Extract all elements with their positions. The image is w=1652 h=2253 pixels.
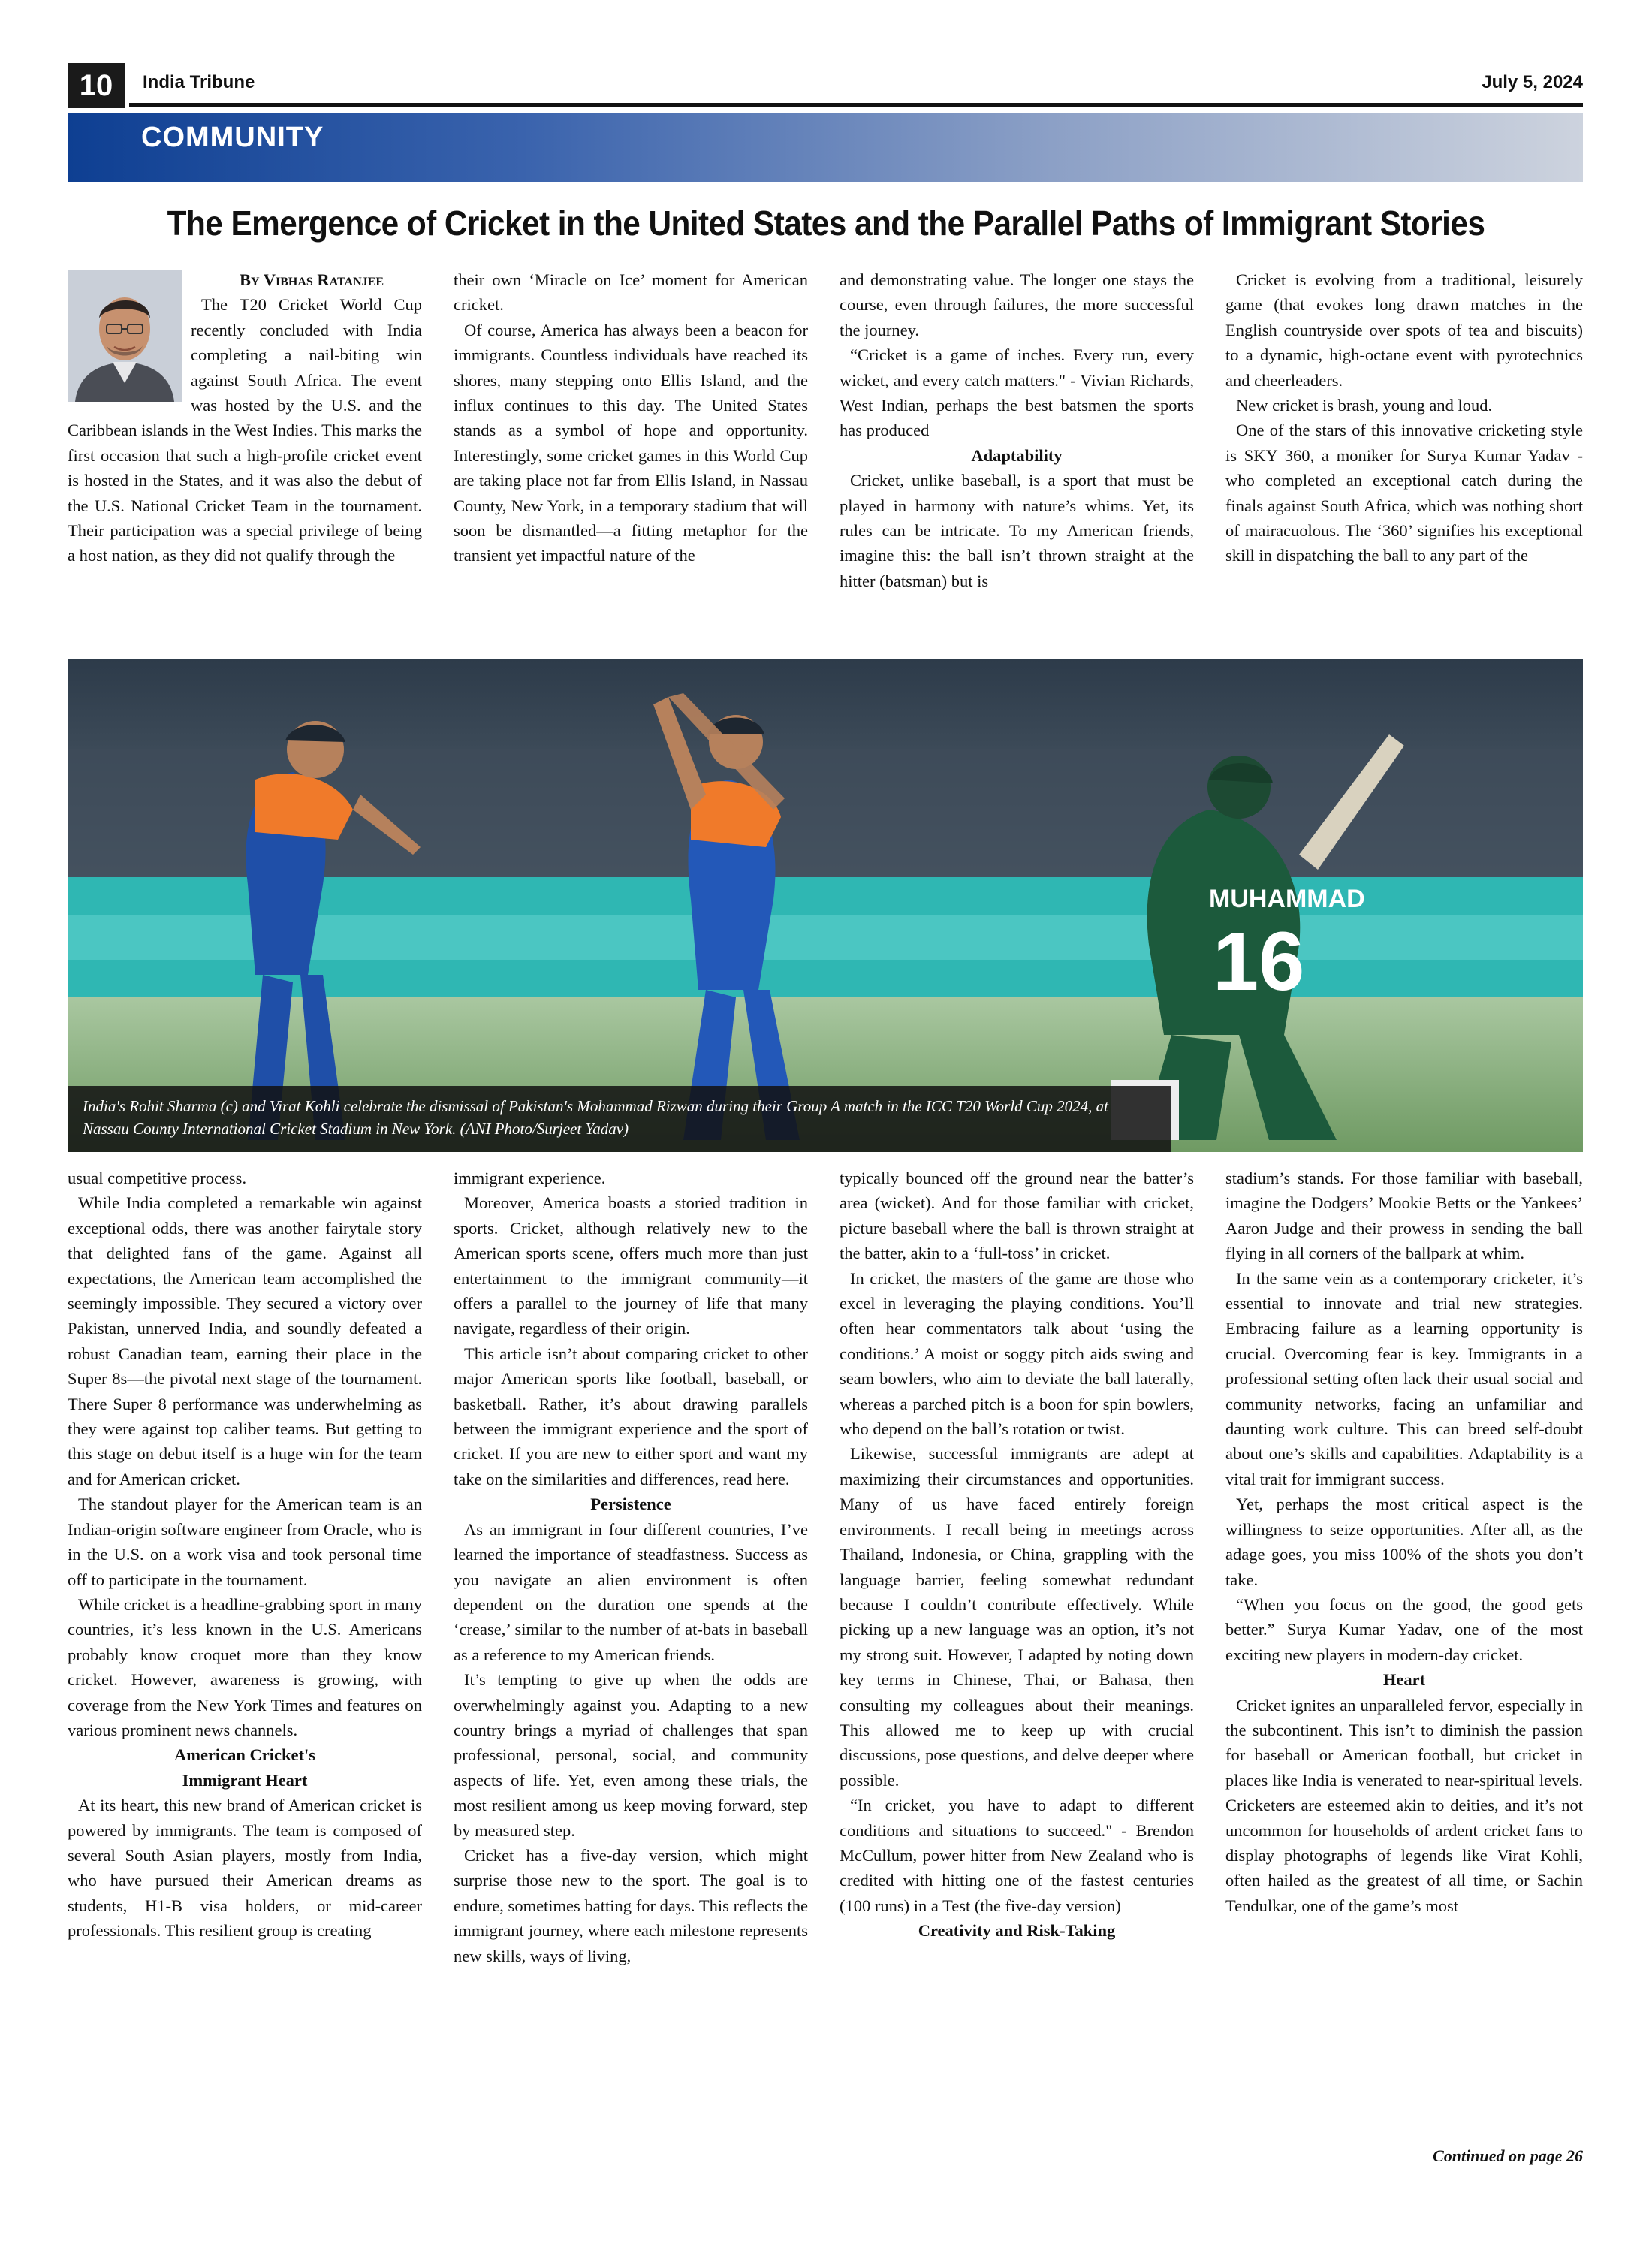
- paragraph: In cricket, the masters of the game are those who excel in leveraging the playing conditions. You’ll often hear commentators talk about ‘using the conditions.’ A moist or soggy pitch aids swing and seam bowlers, who aim to deviate the ball laterally, whereas a parched pitch is a boon for spin bowlers, who depend on the ball’s rotation or twist.: [840, 1268, 1194, 1439]
- paragraph: stadium’s stands. For those familiar with baseball, imagine the Dodgers’ Mookie Betts or the Yankees’ Aaron Judge and their prowess in sending the ball flying in all corners of the ballpark at whim.: [1225, 1169, 1583, 1263]
- paragraph: their own ‘Miracle on Ice’ moment for American cricket.: [454, 270, 808, 315]
- column-3-bottom: [840, 1166, 1194, 2217]
- page-number: 10: [68, 63, 125, 108]
- paragraph: As an immigrant in four different countries, I’ve learned the importance of steadfastness. Success as you navigate an alien environment is often dependent on the duration one spends at the ‘crease,’ similar to the number of at-bats in baseball as a reference to my American friends.: [454, 1519, 808, 1664]
- author-portrait-image: [68, 270, 182, 402]
- paragraph: Of course, America has always been a beacon for immigrants. Countless individuals have reached its shores, many stepping onto Ellis Island, and the influx continues to this day. The United States stands as a symbol of hope and opportunity. Interestingly, some cricket games in this World Cup are taking place not far from Ellis Island, in Nassau County, New York, in a temporary stadium that will soon be dismantled—a fitting metaphor for the transient yet impactful nature of the: [454, 320, 808, 566]
- paragraph: Cricket is evolving from a traditional, leisurely game (that evokes long drawn matches in the English countryside over spots of tea and biscuits) to a dynamic, high-octane event with pyrotechnics and cheerleaders.: [1225, 270, 1583, 390]
- paragraph: immigrant experience.: [454, 1169, 606, 1187]
- column-4-bottom: [1225, 1166, 1583, 2142]
- article-headline: The Emergence of Cricket in the United States and the Parallel Paths of Immigrant Stories: [167, 204, 1485, 243]
- subheading-heart: Heart: [1382, 1670, 1426, 1690]
- paragraph: It’s tempting to give up when the odds are overwhelmingly against you. Adapting to a new country brings a myriad of challenges that span professional, personal, social, and community aspects of life. Yet, even among these trials, the most resilient among us keep moving forward, step by measured step.: [454, 1670, 808, 1840]
- column-2-bottom: [454, 1166, 808, 2193]
- paragraph: and demonstrating value. The longer one stays the course, even through failures, the more successful the journey.: [840, 270, 1194, 339]
- paragraph: Yet, perhaps the most critical aspect is the willingness to seize opportunities. After all, as the adage goes, you miss 100% of the shots you don’t take.: [1225, 1494, 1583, 1589]
- column-1-bottom: [68, 1166, 422, 2193]
- paragraph: “Cricket is a game of inches. Every run, every wicket, and every catch matters." - Vivian Richards, West Indian, perhaps the best batsmen the sports has produced: [840, 345, 1194, 440]
- issue-date: July 5, 2024: [1482, 72, 1583, 92]
- paragraph: This article isn’t about comparing cricket to other major American sports like football, baseball, or basketball. Rather, it’s about drawing parallels between the immigrant experience and the sport of cricket. If you are new to either sport and want my take on the similarities and differences, read here.: [454, 1344, 808, 1488]
- paragraph: Moreover, America boasts a storied tradition in sports. Cricket, although relatively new to the American sports scene, offers much more than just entertainment to the immigrant community—it offers a parallel to the journey of life that many navigate, regardless of their origin.: [454, 1193, 808, 1338]
- continued-link[interactable]: Continued on page 26: [1433, 2146, 1583, 2165]
- paragraph: Likewise, successful immigrants are adept at maximizing their circumstances and opportunities. Many of us have faced entirely foreign environments. I recall being in meetings across Thailand, Indonesia, or China, grappling with the language barrier, feeling somewhat redundant because I couldn’t contribute effectively. While picking up a new language was an option, it’s not my strong suit. However, I adapted by noting down key terms in Chinese, Thai, or Bahasa, then consulting my colleagues about their meanings. This allowed me to keep up with crucial discussions, pose questions, and delve deeper where possible.: [840, 1444, 1194, 1790]
- article-byline: By Vibhas Ratanjee: [239, 270, 384, 289]
- paragraph: While India completed a remarkable win against exceptional odds, there was another fairytale story that delighted fans of the game. Against all expectations, the American team accomplished the seemingly impossible. They secured a victory over Pakistan, unnerved India, and soundly defeated a robust Canadian team, earning their place in the Super 8s—the pivotal next stage of the tournament. There Super 8 performance was underwhelming as they were against top caliber teams. But getting to this stage on debut itself is a huge win for the team and for American cricket.: [68, 1193, 422, 1488]
- paragraph: The standout player for the American team is an Indian-origin software engineer from Oracle, who is in the U.S. on a work visa and took personal time off to participate in the tournament.: [68, 1494, 422, 1589]
- paragraph: The T20 Cricket World Cup recently concluded with India completing a nail-biting win against South Africa. The event was hosted by the U.S. and the Caribbean islands in the West Indies. This marks the first occasion that such a high-profile cricket event is hosted in the States, and it was also the debut of the U.S. National Cricket Team in the tournament. Their participation was a special privilege of being a host nation, as they did not qualify through the: [68, 295, 422, 566]
- column-1-top: [68, 267, 422, 650]
- column-4-top: [1225, 267, 1583, 650]
- subheading-immigrant-heart: Immigrant Heart: [182, 1770, 308, 1790]
- paragraph: typically bounced off the ground near the batter’s area (wicket). And for those familiar with cricket, picture baseball where the ball is thrown straight at the batter, akin to a ‘full-toss’ in cricket.: [840, 1169, 1194, 1263]
- paragraph: Cricket has a five-day version, which might surprise those new to the sport. The goal is to endure, sometimes batting for days. This reflects the immigrant journey, where each milestone represents new skills, ways of living,: [454, 1845, 808, 1965]
- subheading-persistence: Persistence: [590, 1494, 671, 1514]
- subheading-american-cricket: American Cricket's: [173, 1745, 316, 1765]
- paragraph: In the same vein as a contemporary cricketer, it’s essential to innovate and trial new strategies. Embracing failure as a learning opportunity is crucial. Overcoming fear is key. Immigrants in a professional setting often lack their usual social and community networks, facing an unfamiliar and daunting work culture. This can breed self-doubt about one’s skills and capabilities. Adaptability is a vital trait for immigrant success.: [1225, 1268, 1583, 1488]
- author-photo: [68, 270, 182, 402]
- photo-caption: India's Rohit Sharma (c) and Virat Kohli celebrate the dismissal of Pakistan's Mohammad Rizwan during their Group A match in the ICC T20 World Cup 2024, at Nassau County International Cricket Stadium in New York. (ANI Photo/Surjeet Yadav): [68, 1086, 1171, 1152]
- paragraph: Cricket ignites an unparalleled fervor, especially in the subcontinent. This isn’t to diminish the passion for baseball or American football, but cricket in places like India is venerated to near-spiritual levels. Cricketers are esteemed akin to deities, and it’s not uncommon for households of ardent cricket fans to display photographs of legends like Virat Kohli, often hailed as the greatest of all time, or Sachin Tendulkar, one of the game’s most: [1225, 1695, 1583, 1915]
- paragraph: At its heart, this new brand of American cricket is powered by immigrants. The team is composed of several South Asian players, mostly from India, who have pursued their American dreams as students, H1-B visa holders, or mid-career professionals. This resilient group is creating: [68, 1796, 422, 1941]
- section-title: COMMUNITY: [141, 122, 324, 153]
- paragraph: While cricket is a headline-grabbing sport in many countries, it’s less known in the U.S. Americans probably know croquet more than they know cricket. However, awareness is growing, with coverage from the New York Times and features on various prominent news channels.: [68, 1594, 422, 1739]
- paragraph: One of the stars of this innovative cricketing style is SKY 360, a moniker for Surya Kumar Yadav - who completed an exceptional catch during the finals against South Africa, which was nothing short of mairacuolous. The ‘360’ signifies his exceptional skill in dispatching the ball to any part of the: [1225, 421, 1583, 566]
- paragraph: Cricket, unlike baseball, is a sport that must be played in harmony with nature’s whims. Yet, its rules can be intricate. To my American friends, imagine this: the ball isn’t thrown straight at the hitter (batsman) but is: [840, 471, 1194, 590]
- paragraph: New cricket is brash, young and loud.: [1236, 396, 1493, 415]
- jersey-number: 16: [1213, 915, 1305, 1008]
- header-rule: [129, 103, 1583, 107]
- cricket-celebration-image: [68, 659, 1583, 1152]
- subheading-adaptability: Adaptability: [971, 445, 1063, 465]
- paragraph: “When you focus on the good, the good gets better.” Surya Kumar Yadav, one of the most exciting new players in modern-day cricket.: [1225, 1594, 1583, 1664]
- jersey-name: MUHAMMAD: [1209, 885, 1365, 913]
- paragraph: usual competitive process.: [68, 1169, 247, 1187]
- article-photo: [68, 659, 1583, 1152]
- column-3-top: [840, 267, 1194, 650]
- subheading-creativity: Creativity and Risk-Taking: [918, 1921, 1116, 1941]
- publication-name: India Tribune: [143, 72, 255, 92]
- paragraph: “In cricket, you have to adapt to different conditions and situations to succeed." - Brendon McCullum, power hitter from New Zealand who is credited with hitting one of the fastest centuries (100 runs) in a Test (the five-day version): [840, 1796, 1194, 1915]
- column-2-top: [454, 267, 808, 650]
